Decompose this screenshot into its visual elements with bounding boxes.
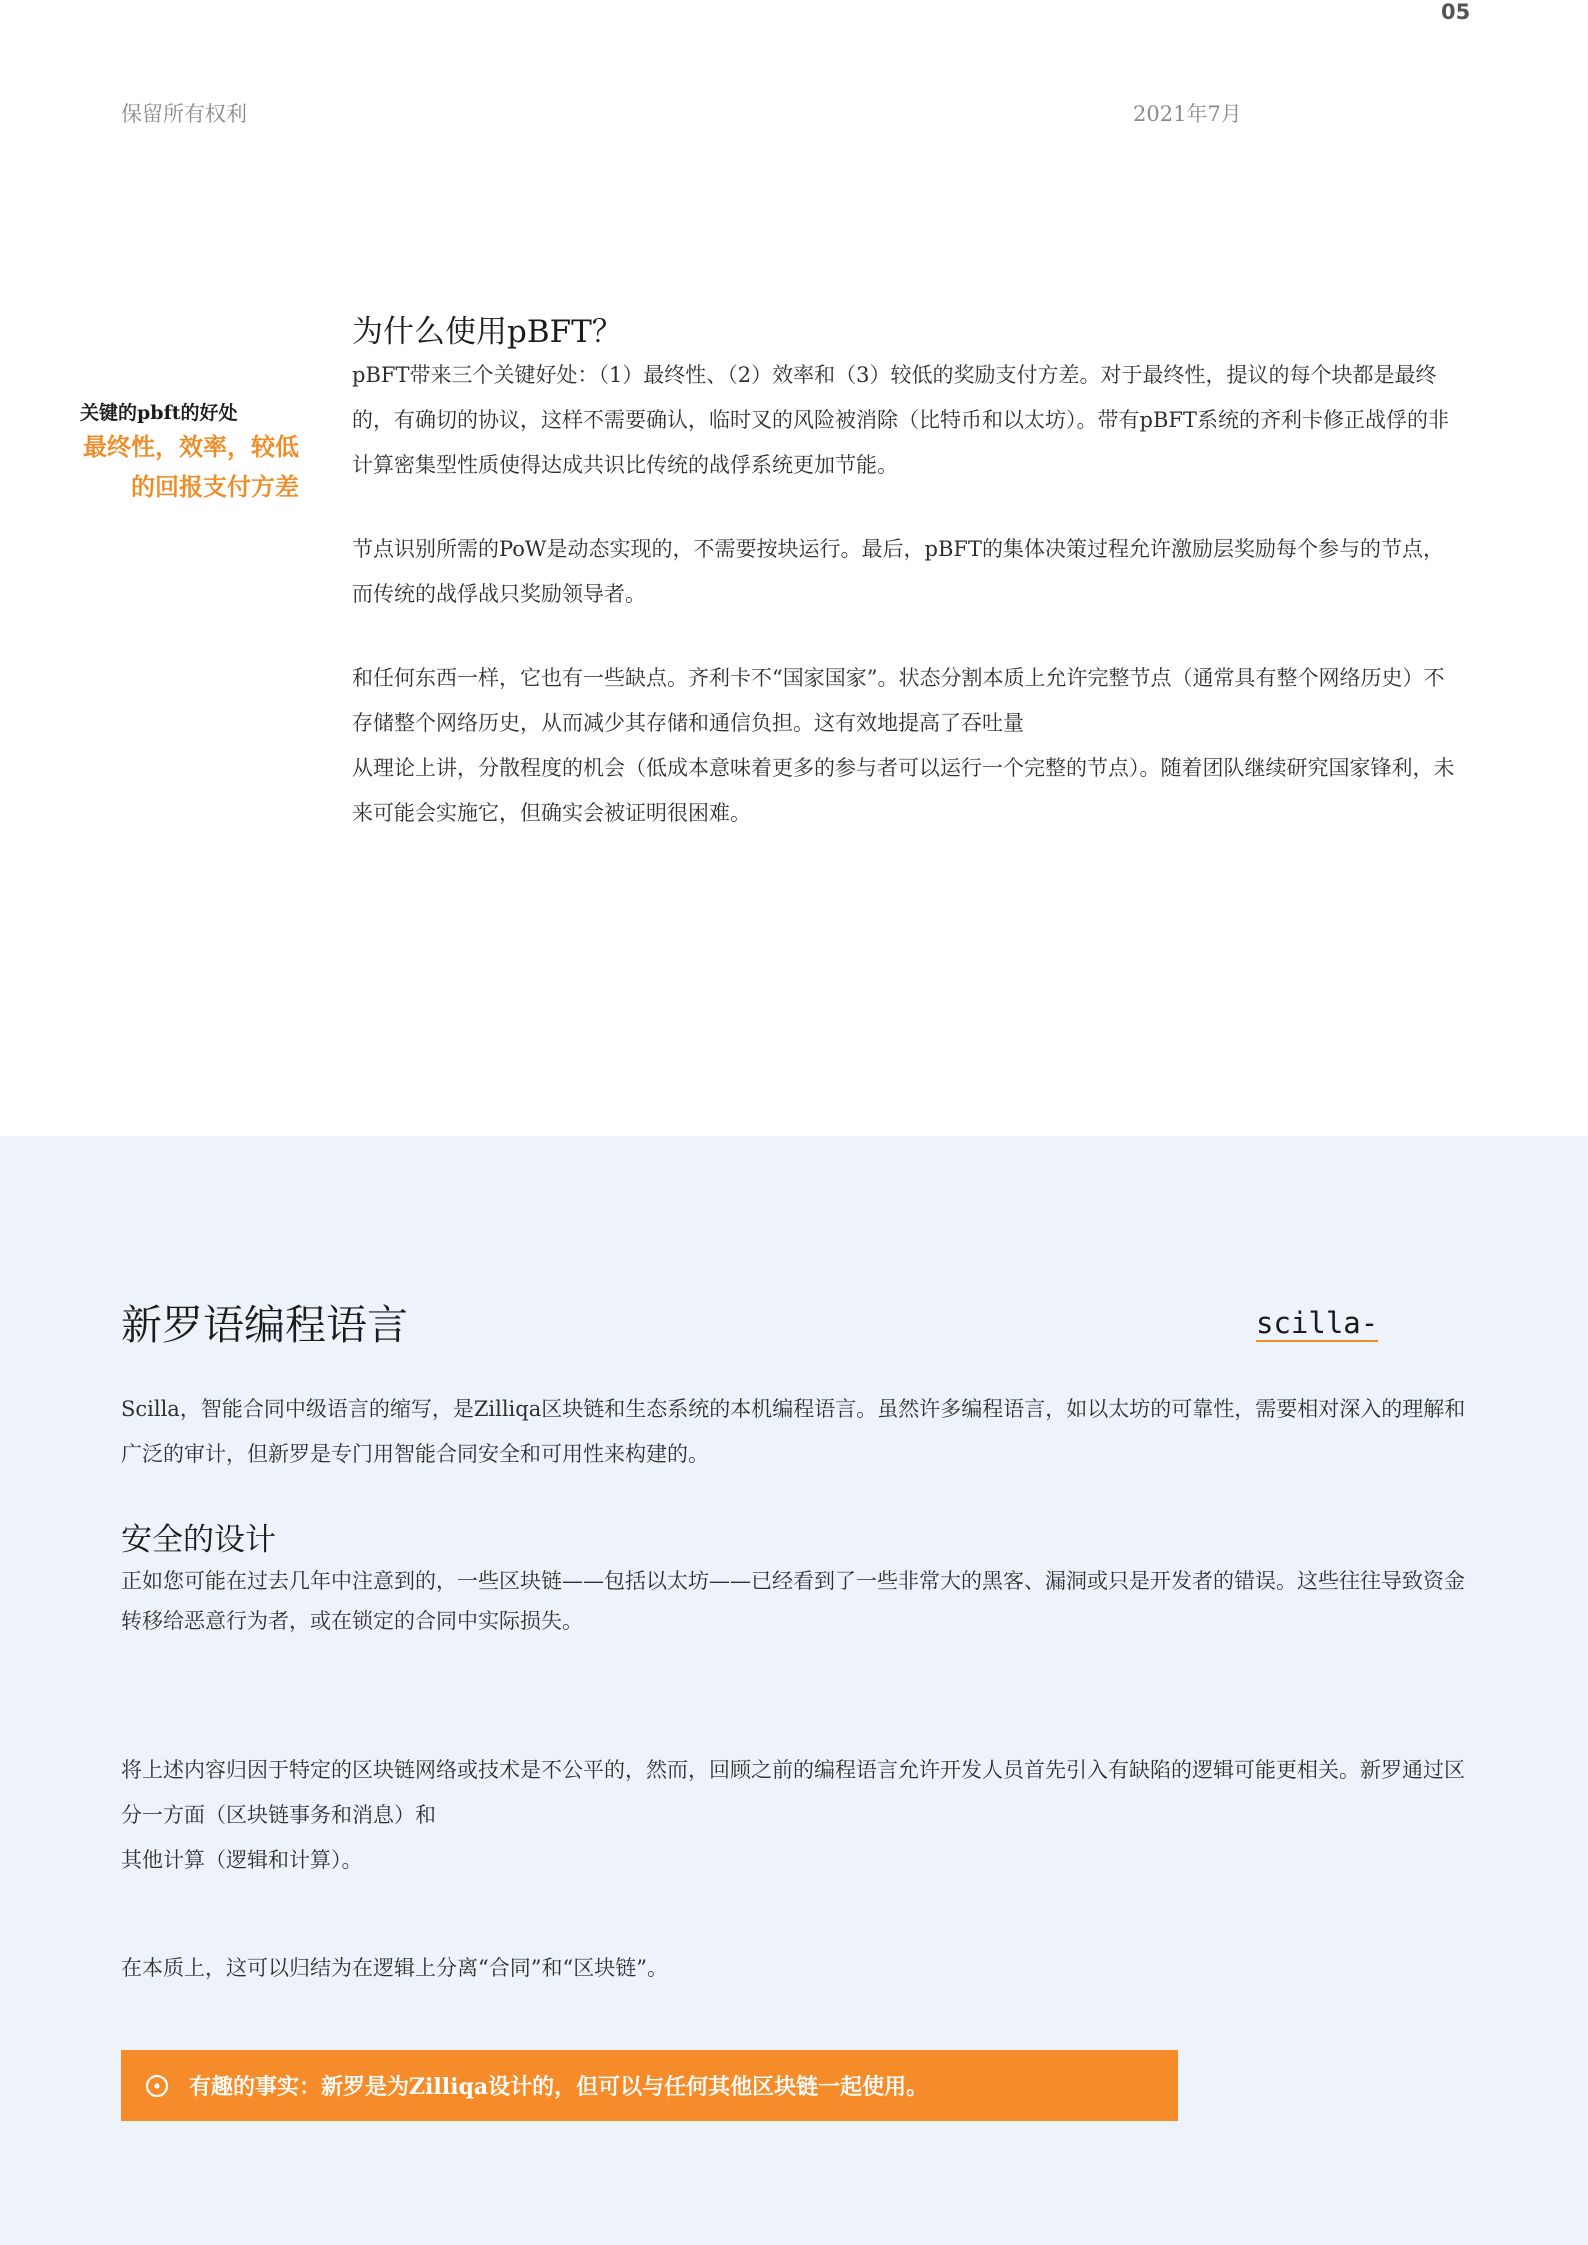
scilla-paragraph-3 xyxy=(121,1748,1466,1883)
header-rights: 保留所有权利 xyxy=(121,102,247,126)
scilla-paragraph-3-line-1: 将上述内容归因于特定的区块链网络或技术是不公平的，然而，回顾之前的编程语言允许开发人员首先引入有缺陷的逻辑可能更相关。新罗通过区分一方面（区块链事务和消息）和 xyxy=(121,1758,1465,1827)
section-title-scilla: 新罗语编程语言 xyxy=(121,1301,408,1349)
pbft-paragraph-1: pBFT带来三个关键好处：（1）最终性、（2）效率和（3）较低的奖励支付方差。对于最终性，提议的每个块都是最终的，有确切的协议，这样不需要确认，临时叉的风险被消除（比特币和以太坊）。带有pBFT系统的齐利卡修正战俘的非计算密集型性质使得达成共识比传统的战俘系统更加节能。 xyxy=(352,363,1449,477)
scilla-paragraph-4: 在本质上，这可以归结为在逻辑上分离“合同”和“区块链”。 xyxy=(121,1956,668,1980)
subsection-title-secure-design: 安全的设计 xyxy=(121,1522,276,1558)
scilla-tag: scilla- xyxy=(1256,1306,1379,1340)
pbft-paragraph-2: 节点识别所需的PoW是动态实现的，不需要按块运行。最后，pBFT的集体决策过程允许激励层奖励每个参与的节点，而传统的战俘战只奖励领导者。 xyxy=(352,537,1444,606)
pbft-paragraph-3-line-1: 和任何东西一样，它也有一些缺点。齐利卡不“国家国家”。状态分割本质上允许完整节点（通常具有整个网络历史）不存储整个网络历史，从而减少其存储和通信负担。这有效地提高了吞吐量 xyxy=(352,666,1445,735)
scilla-paragraph-2: 正如您可能在过去几年中注意到的，一些区块链——包括以太坊——已经看到了一些非常大的黑客、漏洞或只是开发者的错误。这些往往导致资金转移给恶意行为者，或在锁定的合同中实际损失。 xyxy=(121,1569,1465,1633)
fun-fact-text: 有趣的事实：新罗是为Zilliqa设计的，但可以与任何其他区块链一起使用。 xyxy=(189,2074,929,2100)
fun-fact-banner xyxy=(121,2050,1178,2121)
page-number: 05 xyxy=(1441,0,1471,24)
header-date: 2021年7月 xyxy=(1133,102,1242,126)
sidebar-caption: 关键的pbft的好处 xyxy=(80,402,238,424)
pbft-paragraph-3 xyxy=(352,656,1462,836)
scilla-paragraph-1: Scilla，智能合同中级语言的缩写，是Zilliqa区块链和生态系统的本机编程语言。虽然许多编程语言，如以太坊的可靠性，需要相对深入的理解和广泛的审计，但新罗是专门用智能合同安全和可用性来构建的。 xyxy=(121,1397,1466,1466)
scilla-paragraph-3-line-2: 其他计算（逻辑和计算）。 xyxy=(121,1848,363,1872)
sidebar-highlight: 最终性，效率，较低的回报支付方差 xyxy=(83,432,299,501)
info-circle-icon xyxy=(145,2074,169,2098)
pbft-paragraph-3-line-2: 从理论上讲，分散程度的机会（低成本意味着更多的参与者可以运行一个完整的节点）。随着团队继续研究国家锋利，未来可能会实施它，但确实会被证明很困难。 xyxy=(352,756,1455,825)
section-title-pbft: 为什么使用pBFT？ xyxy=(352,314,623,350)
